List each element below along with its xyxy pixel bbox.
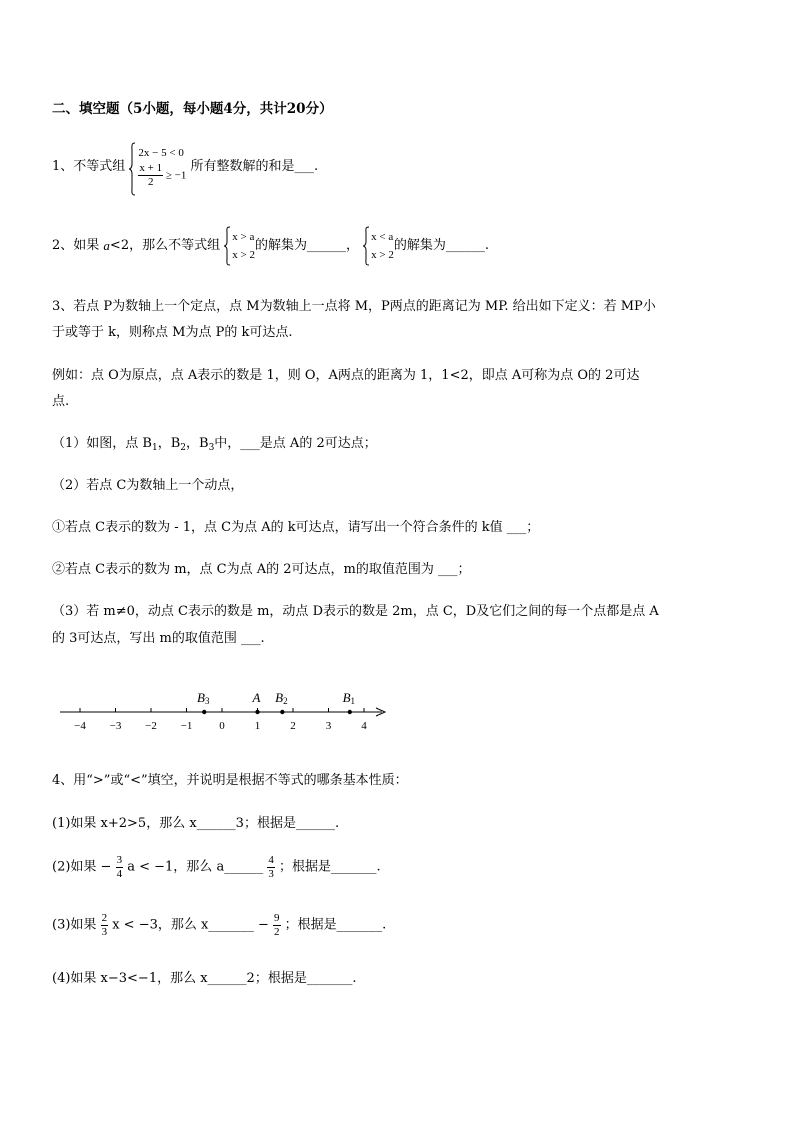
q3-sub1-part-c: ，B: [186, 436, 209, 451]
q4-p3-frac2-num: 9: [274, 912, 280, 924]
q3-sub-2: （2）若点 C为数轴上一个动点，: [52, 478, 244, 493]
q4-p3-b: x < −3，那么 x_______ −: [112, 917, 269, 933]
tick-label: 4: [361, 720, 367, 732]
q4-part-4: (4)如果 x−3<−1，那么 x______2；根据是_______.: [52, 971, 357, 986]
q4-title: 4、用“>”或“<”填空，并说明是根据不等式的哪条基本性质：: [52, 773, 408, 788]
q3-sub-3-line-1: （3）若 m≠0，动点 C表示的数是 m，动点 D表示的数是 2m，点 C，D及它们之间的每一个点都是点 A: [52, 604, 659, 619]
q4-p3-fraction-1: [101, 912, 109, 939]
q3-sub-2-1: ①若点 C表示的数为 - 1，点 C为点 A的 k可达点，请写出一个符合条件的 k值 ___；: [52, 520, 540, 535]
tick-label: 3: [325, 720, 332, 732]
point-subscript: 2: [283, 696, 288, 706]
b3-subscript: 3: [208, 443, 215, 453]
tick-label: 0: [219, 720, 225, 732]
q4-p2-frac1-num: 3: [116, 854, 123, 866]
q4-p2-frac2-num: 4: [268, 854, 274, 866]
q2-sys1-row-2: x > 2: [232, 249, 255, 261]
point-subscript: 1: [350, 696, 356, 706]
q2-prefix: 2、如果: [52, 238, 100, 253]
point-marker: [280, 710, 284, 714]
q4-part-3: [52, 912, 386, 946]
q3-sub-2-2: ②若点 C表示的数为 m，点 C为点 A的 2可达点，m的取值范围为 ___；: [52, 562, 471, 577]
q1-prefix: 1、不等式组: [52, 158, 126, 174]
question-2: [52, 228, 489, 268]
q2-middle: 的解集为______，: [254, 238, 359, 253]
q1-frac-numerator: x + 1: [139, 162, 163, 174]
q1-suffix: 所有整数解的和是___.: [190, 158, 319, 174]
q4-p3-c: ；根据是_______.: [284, 917, 387, 933]
tick-label: 2: [290, 720, 296, 732]
point-subscript: 3: [204, 696, 210, 706]
q4-p2-fraction-2: [267, 854, 275, 881]
point-label: B2: [275, 690, 288, 706]
q4-p2-fraction-1: [116, 854, 124, 881]
q2-condition: <2，那么不等式组: [109, 238, 221, 253]
point-label: B1: [342, 690, 356, 706]
q4-p2-frac1-den: 4: [116, 868, 123, 880]
point-marker: [255, 710, 259, 714]
q3-example-line-1: 例如：点 O为原点，点 A表示的数是 1，则 O，A两点的距离为 1，1<2，即点 A可称为点 O的 2可达: [52, 368, 640, 383]
q2-system-1: [224, 228, 255, 264]
section-title: 二、填空题（5小题，每小题4分，共计20分）: [52, 101, 333, 117]
b2-subscript: 2: [180, 443, 186, 453]
question-1: [52, 144, 318, 196]
q1-frac-denominator: 2: [148, 176, 154, 188]
q4-p3-frac1-num: 2: [101, 912, 108, 924]
q2-sys2-row-2: x > 2: [371, 249, 394, 261]
q2-system-2: [363, 228, 394, 264]
q3-sub-3-line-2: 的 3可达点，写出 m的取值范围 ___.: [52, 631, 265, 646]
q4-p2-c: ；根据是_______.: [278, 859, 381, 875]
q2-var-a: a: [103, 238, 110, 253]
q3-sub1-part-a: （1）如图，点 B: [52, 436, 152, 451]
q1-inequality-system: [129, 144, 186, 189]
q2-suffix: 的解集为______.: [393, 238, 489, 253]
q3-sub1-part-d: 中，___是点 A的 2可达点；: [214, 436, 377, 451]
q3-sub-1: [52, 435, 377, 457]
q2-sys2-row-1: x < a: [371, 231, 394, 243]
tick-label: −1: [180, 720, 193, 732]
q4-part-2: [52, 854, 381, 888]
tick-label: −4: [74, 720, 86, 732]
q4-p3-frac1-den: 3: [101, 926, 108, 938]
q3-example-line-2: 点.: [52, 394, 70, 409]
q3-line-2: 于或等于 k，则称点 M为点 P的 k可达点.: [52, 325, 293, 340]
brace-icon: [128, 142, 136, 196]
point-label: B3: [197, 690, 210, 706]
brace-icon: [223, 226, 231, 266]
q1-row-2-tail: ≥ −1: [165, 169, 187, 182]
tick-label: −3: [109, 720, 122, 732]
q3-line-1: 3、若点 P为数轴上一个定点，点 M为数轴上一点将 M，P两点的距离记为 MP. 给出如下定义：若 MP小: [52, 299, 656, 314]
brace-icon: [362, 226, 370, 266]
point-marker: [202, 710, 206, 714]
point-label: A: [252, 690, 261, 705]
q4-p2-frac2-den: 3: [268, 868, 274, 880]
q4-part-1: (1)如果 x+2>5，那么 x______3；根据是______.: [52, 816, 340, 831]
b1-subscript: 1: [151, 443, 158, 453]
q4-p3-a: (3)如果: [52, 917, 97, 933]
q4-p2-a: (2)如果 −: [52, 859, 112, 875]
q4-p3-frac2-den: 2: [274, 926, 280, 938]
point-marker: [348, 710, 352, 714]
q2-sys1-row-1: x > a: [232, 231, 255, 243]
q4-p3-fraction-2: [273, 912, 281, 939]
q1-fraction: [138, 162, 163, 189]
q3-sub1-part-b: ，B: [157, 436, 181, 451]
q4-p2-b: a < −1，那么 a______: [127, 859, 264, 875]
tick-label: 1: [254, 720, 261, 732]
tick-label: −2: [145, 720, 157, 732]
number-line-figure: [52, 680, 397, 740]
q1-row-1: 2x − 5 < 0: [138, 147, 184, 159]
